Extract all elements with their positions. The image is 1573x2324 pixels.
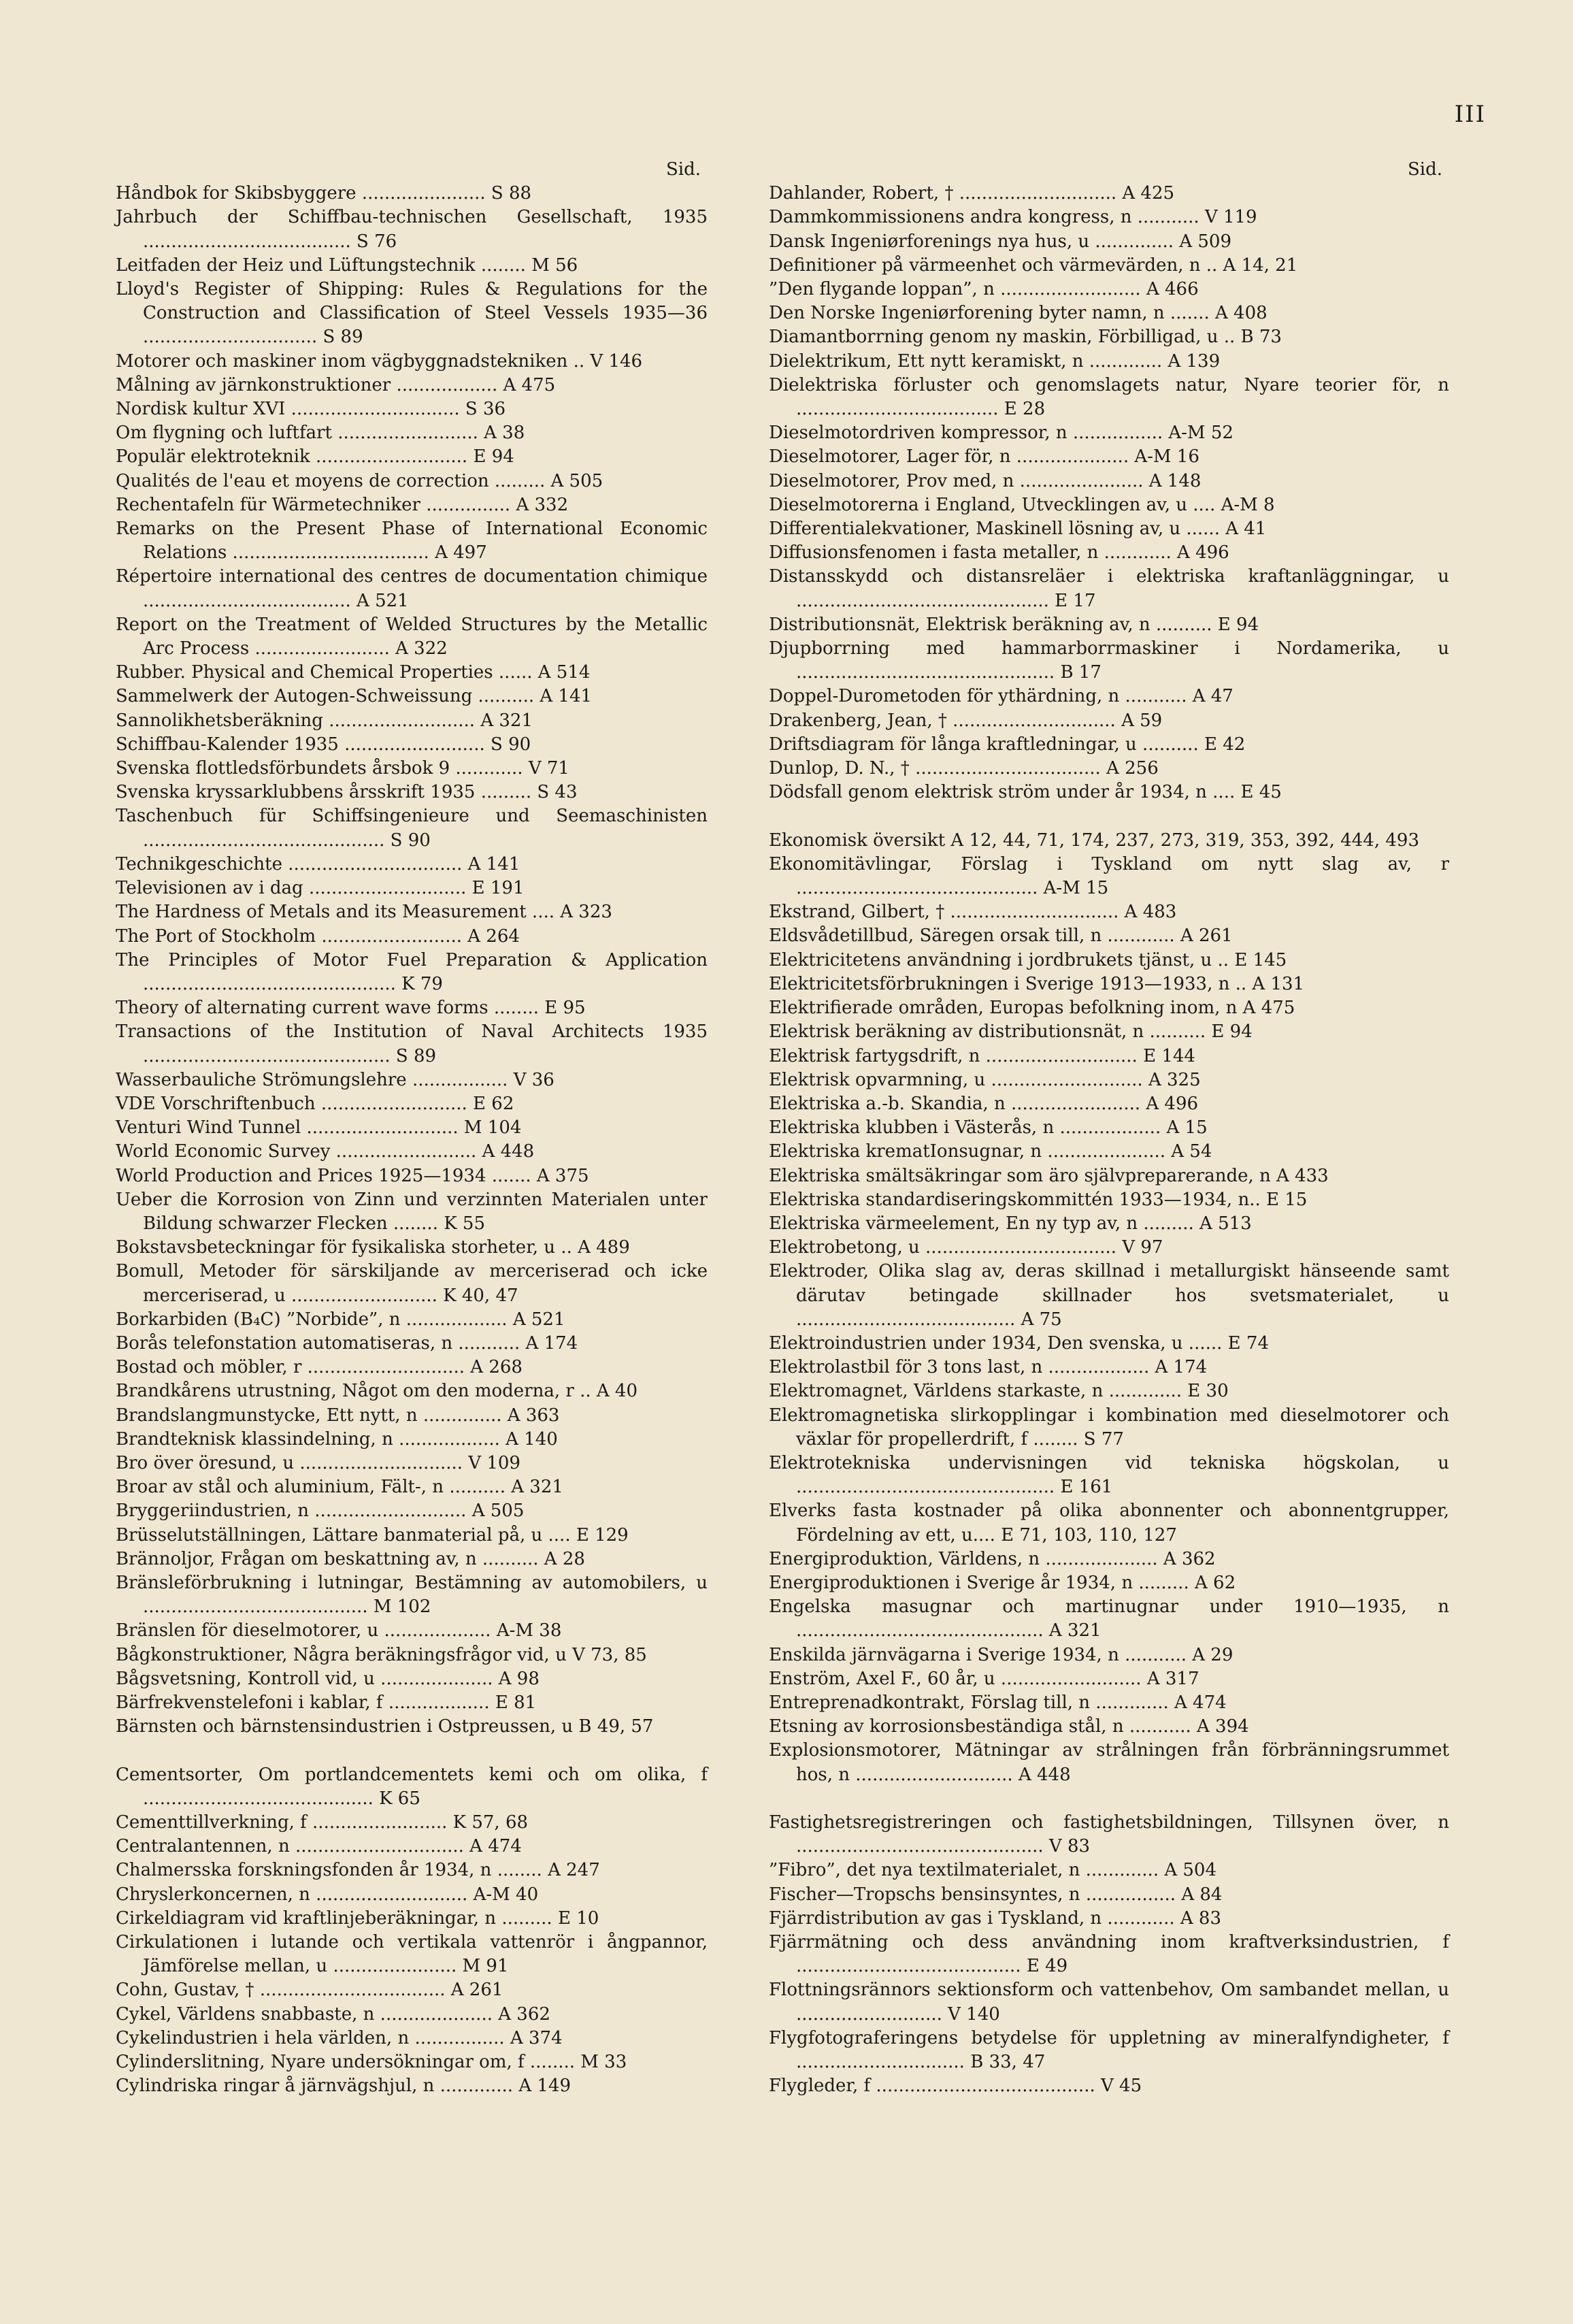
index-entry: Brandteknisk klassindelning, n .................. A 140 (116, 1428, 558, 1450)
section-gap (116, 1739, 708, 1763)
index-entry: Definitioner på värmeenhet och värmevärden, n .. A 14, 21 (769, 255, 1298, 276)
index-entry: Fjärrdistribution av gas i Tyskland, n ............ A 83 (769, 1908, 1221, 1929)
index-entry: Elektrolastbil för 3 tons last, n .................. A 174 (769, 1357, 1208, 1378)
index-section (769, 182, 1449, 804)
index-entry: The Principles of Motor Fuel Preparation & Application ............................................. K 79 (116, 949, 708, 994)
index-entry: Den Norske Ingeniørforening byter namn, n ....... A 408 (769, 303, 1268, 324)
index-entry: Répertoire international des centres de documentation chimique ..................................... A 521 (116, 566, 708, 611)
index-entry: Eldsvådetillbud, Säregen orsak till, n ............ A 261 (769, 926, 1233, 947)
index-entry: Dammkommissionens andra kongress, n ........... V 119 (769, 207, 1257, 228)
index-entry: Bomull, Metoder för särskiljande av merceriserad och icke merceriserad, u .......................... K 40, 47 (116, 1261, 708, 1306)
index-entry: World Production and Prices 1925—1934 ....... A 375 (116, 1165, 589, 1186)
index-entry: Cylinderslitning, Nyare undersökningar om, f ........ M 33 (116, 2052, 627, 2073)
index-entry: Bokstavsbeteckningar för fysikaliska storheter, u .. A 489 (116, 1237, 630, 1258)
index-entry: Qualités de l'eau et moyens de correction ......... A 505 (116, 470, 603, 491)
index-entry: Cementsorter, Om portlandcementets kemi och om olika, f ......................................... K 65 (116, 1764, 708, 1809)
index-entry: Elektriska standardiseringskommittén 1933—1934, n.. E 15 (769, 1189, 1308, 1210)
index-entry: Dieselmotorer, Lager för, n .................... A-M 16 (769, 446, 1199, 468)
index-entry: Rubber. Physical and Chemical Properties ...... A 514 (116, 662, 591, 683)
index-entry: Engelska masugnar och martinugnar under 1910—1935, n ............................................ A 321 (769, 1597, 1449, 1641)
index-entry: Dahlander, Robert, † ............................ A 425 (769, 183, 1175, 204)
index-entry: Elektrisk beräkning av distributionsnät, n .......... E 94 (769, 1021, 1253, 1043)
index-entry: Elektriska smältsäkringar som äro självpreparerande, n A 433 (769, 1165, 1329, 1186)
index-entry: Schiffbau-Kalender 1935 ......................... S 90 (116, 734, 531, 755)
index-entry: Bärfrekvenstelefoni i kablar, f .................. E 81 (116, 1692, 537, 1713)
index-entry: Elektrifierade områden, Europas befolkning inom, n A 475 (769, 998, 1295, 1019)
index-entry: Bärnsten och bärnstensindustrien i Ostpreussen, u B 49, 57 (116, 1716, 654, 1737)
index-entry: Fjärrmätning och dess användning inom kraftverksindustrien, f ........................................ E 49 (769, 1932, 1449, 1977)
index-entry: Elektroder, Olika slag av, deras skillnad i metallurgiskt hänseende samt därutav betingade skillnader hos svetsmaterialet, u ....................................... A 75 (769, 1261, 1449, 1330)
index-entry: Håndbok for Skibsbyggere ...................... S 88 (116, 183, 532, 204)
index-entry: Brüsselutställningen, Lättare banmaterial på, u .... E 129 (116, 1524, 629, 1545)
index-entry: Elektrotekniska undervisningen vid tekniska högskolan, u .............................................. E 161 (769, 1452, 1449, 1498)
index-entry: Cementtillverkning, f ........................ K 57, 68 (116, 1812, 529, 1833)
index-entry: Borås telefonstation automatiseras, n ........... A 174 (116, 1332, 578, 1354)
index-entry: Elektrisk fartygsdrift, n ........................... E 144 (769, 1045, 1195, 1066)
index-entry: Differentialekvationer, Maskinell lösning av, u ...... A 41 (769, 519, 1267, 540)
index-entry: Enström, Axel F., 60 år, u ......................... A 317 (769, 1668, 1199, 1689)
index-entry: Brandslangmunstycke, Ett nytt, n .............. A 363 (116, 1405, 560, 1426)
index-entry: Ueber die Korrosion von Zinn und verzinnten Materialen unter Bildung schwarzer Flecken ........ K 55 (116, 1189, 708, 1234)
index-entry: Explosionsmotorer, Mätningar av strålningen från förbränningsrummet hos, n ............................ A 448 (769, 1740, 1449, 1785)
index-entry: Djupborrning med hammarborrmaskiner i Nordamerika, u .............................................. B 17 (769, 638, 1449, 683)
index-entry: Sannolikhetsberäkning .......................... A 321 (116, 710, 533, 731)
index-entry: Cirkulationen i lutande och vertikala vattenrör i ångpannor, Jämförelse mellan, u ...................... M 91 (116, 1932, 708, 1977)
section-gap (769, 1787, 1449, 1811)
index-entry: Wasserbauliche Strömungslehre ................. V 36 (116, 1069, 554, 1090)
index-entry: Leitfaden der Heiz und Lüftungstechnik ........ M 56 (116, 255, 578, 276)
index-entry: Doppel-Durometoden för ythärdning, n ........... A 47 (769, 686, 1233, 707)
right-column (769, 158, 1449, 2098)
index-entry: Brännoljor, Frågan om beskattning av, n .......... A 28 (116, 1548, 585, 1569)
index-entry: ”Fibro”, det nya textilmaterialet, n ............. A 504 (769, 1860, 1217, 1881)
index-entry: Dielektrikum, Ett nytt keramiskt, n ............. A 139 (769, 350, 1221, 372)
index-entry: Svenska flottledsförbundets årsbok 9 ............ V 71 (116, 758, 569, 779)
index-entry: Chalmersska forskningsfonden år 1934, n ........ A 247 (116, 1860, 600, 1881)
index-entry: Centralantennen, n .............................. A 474 (116, 1836, 522, 1857)
index-entry: Flygleder, f ....................................... V 45 (769, 2076, 1142, 2097)
index-entry: Om flygning och luftfart ......................... A 38 (116, 423, 525, 444)
page-number: III (1454, 101, 1486, 128)
index-entry: Brandkårens utrustning, Något om den moderna, r .. A 40 (116, 1381, 638, 1402)
index-entry: Rechentafeln für Wärmetechniker ............... A 332 (116, 494, 569, 515)
index-entry: Cylindriska ringar å järnvägshjul, n ............. A 149 (116, 2076, 571, 2097)
index-entry: Televisionen av i dag ............................ E 191 (116, 878, 525, 899)
index-entry: Enskilda järnvägarna i Sverige 1934, n ........... A 29 (769, 1644, 1233, 1665)
index-entry: Bränsleförbrukning i lutningar, Bestämning av automobilers, u ........................................ M 102 (116, 1572, 708, 1618)
sid-label: Sid. (665, 159, 701, 180)
index-entry: Fischer—Tropschs bensinsyntes, n ................ A 84 (769, 1884, 1223, 1905)
index-entry: Elektrisk opvarmning, u ........................... A 325 (769, 1069, 1201, 1090)
index-entry: The Hardness of Metals and its Measurement .... A 323 (116, 902, 612, 923)
index-entry: Elektromagnetiska slirkopplingar i kombination med dieselmotorer och växlar för propellerdrift, f ........ S 77 (769, 1405, 1449, 1450)
index-entry: Målning av järnkonstruktioner .................. A 475 (116, 374, 556, 395)
index-entry: Venturi Wind Tunnel ........................... M 104 (116, 1117, 522, 1139)
index-entry: Chryslerkoncernen, n ........................... A-M 40 (116, 1884, 539, 1905)
index-entry: Bro över öresund, u ............................. V 109 (116, 1452, 520, 1473)
index-entry: Svenska kryssarklubbens årsskrift 1935 ......... S 43 (116, 782, 578, 803)
index-entry: Dielektriska förluster och genomslagets natur, Nyare teorier för, n .................................... E 28 (769, 374, 1449, 420)
index-entry: Dansk Ingeniørforenings nya hus, u .............. A 509 (769, 231, 1231, 252)
index-entry: Theory of alternating current wave forms ........ E 95 (116, 998, 586, 1019)
index-entry: Technikgeschichte ............................... A 141 (116, 853, 520, 874)
index-entry: Diamantborrning genom ny maskin, Förbilligad, u .. B 73 (769, 327, 1282, 348)
index-entry: Bågkonstruktioner, Några beräkningsfrågor vid, u V 73, 85 (116, 1644, 647, 1665)
section-gap (769, 804, 1449, 828)
index-entry: Diffusionsfenomen i fasta metaller, n ............ A 496 (769, 542, 1229, 563)
index-entry: Nordisk kultur XVI .............................. S 36 (116, 399, 506, 420)
index-section (116, 1763, 708, 2099)
index-entry: Cykel, Världens snabbaste, n .................... A 362 (116, 2003, 550, 2025)
index-entry: Driftsdiagram för långa kraftledningar, u .......... E 42 (769, 734, 1246, 755)
index-entry: Distansskydd och distansreläer i elektriska kraftanläggningar, u ............................................. E 17 (769, 566, 1449, 611)
index-entry: Elektriska värmeelement, En ny typ av, n ......... A 513 (769, 1213, 1252, 1234)
index-entry: Taschenbuch für Schiffsingenieure und Seemaschinisten ........................................... S 90 (116, 806, 708, 851)
index-entry: Cohn, Gustav, † ................................. A 261 (116, 1980, 503, 2001)
index-entry: Flottningsrännors sektionsform och vattenbehov, Om sambandet mellan, u .......................... V 140 (769, 1980, 1449, 2025)
index-entry: Cirkeldiagram vid kraftlinjeberäkningar, n ......... E 10 (116, 1908, 599, 1929)
index-entry: Bågsvetsning, Kontroll vid, u .................... A 98 (116, 1668, 540, 1689)
index-entry: Drakenberg, Jean, † ............................. A 59 (769, 710, 1163, 731)
index-entry: Dödsfall genom elektrisk ström under år 1934, n .... E 45 (769, 782, 1282, 803)
index-entry: Remarks on the Present Phase of International Economic Relations ................................... A 497 (116, 519, 708, 563)
index-entry: Etsning av korrosionsbeständiga stål, n ........... A 394 (769, 1716, 1249, 1737)
index-entry: VDE Vorschriftenbuch .......................... E 62 (116, 1093, 514, 1114)
index-entry: Dunlop, D. N., † ................................. A 256 (769, 758, 1159, 779)
index-entry: Bränslen för dieselmotorer, u ................... A-M 38 (116, 1620, 562, 1641)
index-entry: Elektricitetens användning i jordbrukets tjänst, u .. E 145 (769, 949, 1287, 970)
index-entry: Bostad och möbler, r ............................ A 268 (116, 1357, 523, 1378)
index-entry: Elektroindustrien under 1934, Den svenska, u ...... E 74 (769, 1332, 1269, 1354)
index-entry: ”Den flygande loppan”, n ......................... A 466 (769, 279, 1199, 300)
index-entry: Flygfotograferingens betydelse för uppletning av mineralfyndigheter, f .............................. B 33, 47 (769, 2027, 1449, 2073)
index-entry: Energiproduktionen i Sverige år 1934, n ......... A 62 (769, 1572, 1236, 1593)
index-entry: Transactions of the Institution of Naval Architects 1935 ............................................ S 89 (116, 1021, 708, 1066)
index-entry: The Port of Stockholm ......................... A 264 (116, 926, 520, 947)
index-entry: Motorer och maskiner inom vägbyggnadstekniken .. V 146 (116, 350, 643, 372)
index-entry: Elektricitetsförbrukningen i Sverige 1913—1933, n .. A 131 (769, 973, 1305, 994)
index-entry: Elektromagnet, Världens starkaste, n ............. E 30 (769, 1381, 1229, 1402)
index-section (769, 1811, 1449, 2098)
index-entry: Cykelindustrien i hela världen, n ................ A 374 (116, 2027, 563, 2048)
index-entry: Ekonomisk översikt A 12, 44, 71, 174, 237, 273, 319, 353, 392, 444, 493 (769, 830, 1419, 851)
index-entry: Fastighetsregistreringen och fastighetsbildningen, Tillsynen över, n ............................................ V 83 (769, 1812, 1449, 1857)
index-entry: Dieselmotorerna i England, Utvecklingen av, u .... A-M 8 (769, 494, 1275, 515)
index-entry: Elektriska krematIonsugnar, n ..................... A 54 (769, 1141, 1212, 1162)
left-column (116, 158, 708, 2098)
sid-label: Sid. (1407, 159, 1442, 180)
index-entry: Sammelwerk der Autogen-Schweissung .......... A 141 (116, 686, 593, 707)
index-entry: Ekstrand, Gilbert, † .............................. A 483 (769, 902, 1177, 923)
index-entry: Dieselmotordriven kompressor, n ................ A-M 52 (769, 423, 1233, 444)
index-entry: Distributionsnät, Elektrisk beräkning av, n .......... E 94 (769, 614, 1259, 635)
index-entry: Broar av stål och aluminium, Fält-, n .......... A 321 (116, 1477, 563, 1498)
index-entry: Lloyd's Register of Shipping: Rules & Regulations for the Construction and Classification of Steel Vessels 1935—36 ............................... S 89 (116, 279, 708, 348)
index-entry: World Economic Survey ......................... A 448 (116, 1141, 535, 1162)
index-entry: Elverks fasta kostnader på olika abonnenter och abonnentgrupper, Fördelning av ett, u.... E 71, 103, 110, 127 (769, 1501, 1449, 1545)
index-entry: Elektrobetong, u .................................. V 97 (769, 1237, 1163, 1258)
index-entry: Jahrbuch der Schiffbau-technischen Gesellschaft, 1935 ..................................... S 76 (116, 207, 708, 252)
index-entry: Elektriska a.-b. Skandia, n ....................... A 496 (769, 1093, 1199, 1114)
index-entry: Borkarbiden (B₄C) ”Norbide”, n .................. A 521 (116, 1309, 565, 1330)
index-entry: Ekonomitävlingar, Förslag i Tyskland om nytt slag av, r ........................................... A-M 15 (769, 853, 1449, 899)
index-entry: Report on the Treatment of Welded Structures by the Metallic Arc Process ........................ A 322 (116, 614, 708, 659)
index-entry: Populär elektroteknik ........................... E 94 (116, 446, 514, 468)
index-section (769, 829, 1449, 1787)
index-entry: Energiproduktion, Världens, n .................... A 362 (769, 1548, 1216, 1569)
index-entry: Bryggeriindustrien, n ........................... A 505 (116, 1501, 525, 1522)
index-section (116, 182, 708, 1739)
index-entry: Dieselmotorer, Prov med, n ...................... A 148 (769, 470, 1202, 491)
index-entry: Elektriska klubben i Västerås, n .................. A 15 (769, 1117, 1208, 1139)
index-entry: Entreprenadkontrakt, Förslag till, n ............. A 474 (769, 1692, 1227, 1713)
